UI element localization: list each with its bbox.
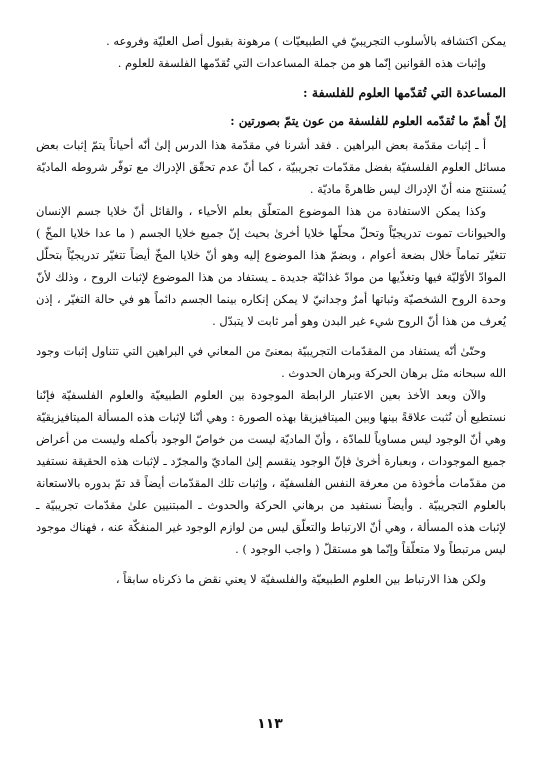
section-subheading: إنّ أهمّ ما تُقدّمه العلوم للفلسفة من عون يتمّ بصورتين : <box>230 114 506 128</box>
paragraph-alif: أ ـ إثبات مقدّمة بعض البراهين . فقد أشرنا في مقدّمة هذا الدرس إلىٰ أنّه أحياناً يتمّ إثبات بعض مسائل العلوم الفلسفيّة بفضل مقدّمات تجريبيّة ، كما أنّ عدم تحقّق الإدراك مع توفّر شروطه الماديّة يُستنتج منه أنّ الإدراك ليس ظاهرةً ماديّة . <box>36 138 506 196</box>
paragraph-closing: ولكن هذا الارتباط بين العلوم الطبيعيّة والفلسفيّة لا يعني نقض ما ذكرناه سابقاً ، <box>115 572 486 586</box>
page-number: ١١٣ <box>257 716 283 732</box>
intro-line-1: يمكن اكتشافه بالأسلوب التجريبيّ في الطبيعيّات ) مرهونة بقبول أصل العليّة وفروعه . <box>106 34 506 48</box>
page-body <box>36 30 506 590</box>
section-heading: المساعدة التي تُقدّمها العلوم للفلسفة : <box>303 85 506 100</box>
intro-line-2: وإثبات هذه القوانين إنّما هو من جملة المساعدات التي تُقدّمها الفلسفة للعلوم . <box>117 56 486 70</box>
paragraph-metaphysics: والآن وبعد الأخذ بعين الاعتبار الرابطة الموجودة بين العلوم الطبيعيّة والعلوم الفلسفيّة فإنّنا نستطيع أن نُثبت علاقةً بينها وبين الميتافيزيقا بهذه الصورة : وهي أنّنا لإثبات هذه المسألة الميتافيزيقيّة وهي أنّ الوجود ليس مساوياً للمادّة ، وأنّ الماديّة ليست من خواصّ الوجود بأكمله وليست من أعراض جميع الموجودات ، وبعبارة أخرىٰ فإنّ الوجود ينقسم إلىٰ الماديّ والمجرّد ـ لإثبات هذه الحقيقة نستفيد من مقدّمات مأخوذة من معرفة النفس الفلسفيّة ، وإثبات تلك المقدّمات أيضاً قد تمّ بدوره بالاستعانة بالعلوم التجريبيّة . وأيضاً نستفيد من برهاني الحركة والحدوث ـ المبتنيين علىٰ مقدّمات تجريبيّة ـ لإثبات هذه المسألة ، وهي أنّ الارتباط والتعلّق ليس من لوازم الوجود غير المنفكّة عنه ، فهناك موجود ليس مرتبطاً ولا متعلّقاً وإنّما هو مستقلّ ( واجب الوجود ) . <box>36 388 506 556</box>
paragraph-biology: وكذا يمكن الاستفادة من هذا الموضوع المتعلّق بعلم الأحياء ، والقائل أنّ خلايا جسم الإنسان والحيوانات تموت تدريجيّاً وتحلّ محلّها خلايا أخرىٰ بحيث إنّ جميع خلايا الجسم ( ما عدا خلايا المخّ ) تتغيّر تماماً خلال بضعة أعوام ، وبضمّ هذا الموضوع إليه وهو أنّ خلايا المخّ أيضاً تتغيّر تدريجيّاً بتحلّل الموادّ الأوّليّة فيها وتغذّيها من موادّ غذائيّة جديدة ـ يستفاد من هذا الموضوع لإثبات الروح ، وذلك لأنّ وحدة الروح الشخصيّة وثباتها أمرٌ وجدانيّ لا يمكن إنكاره بينما الجسم دائماً هو في حالة التغيّر ، إذن يُعرف من هذا أنّ الروح شيء غير البدن وهو أمر ثابت لا يتبدّل . <box>36 204 506 328</box>
paragraph-proofs-of-god: وحتّىٰ أنّه يستفاد من المقدّمات التجريبيّة بمعنىً من المعاني في البراهين التي تتناول إثبات وجود الله سبحانه مثل برهان الحركة وبرهان الحدوث . <box>36 344 506 380</box>
